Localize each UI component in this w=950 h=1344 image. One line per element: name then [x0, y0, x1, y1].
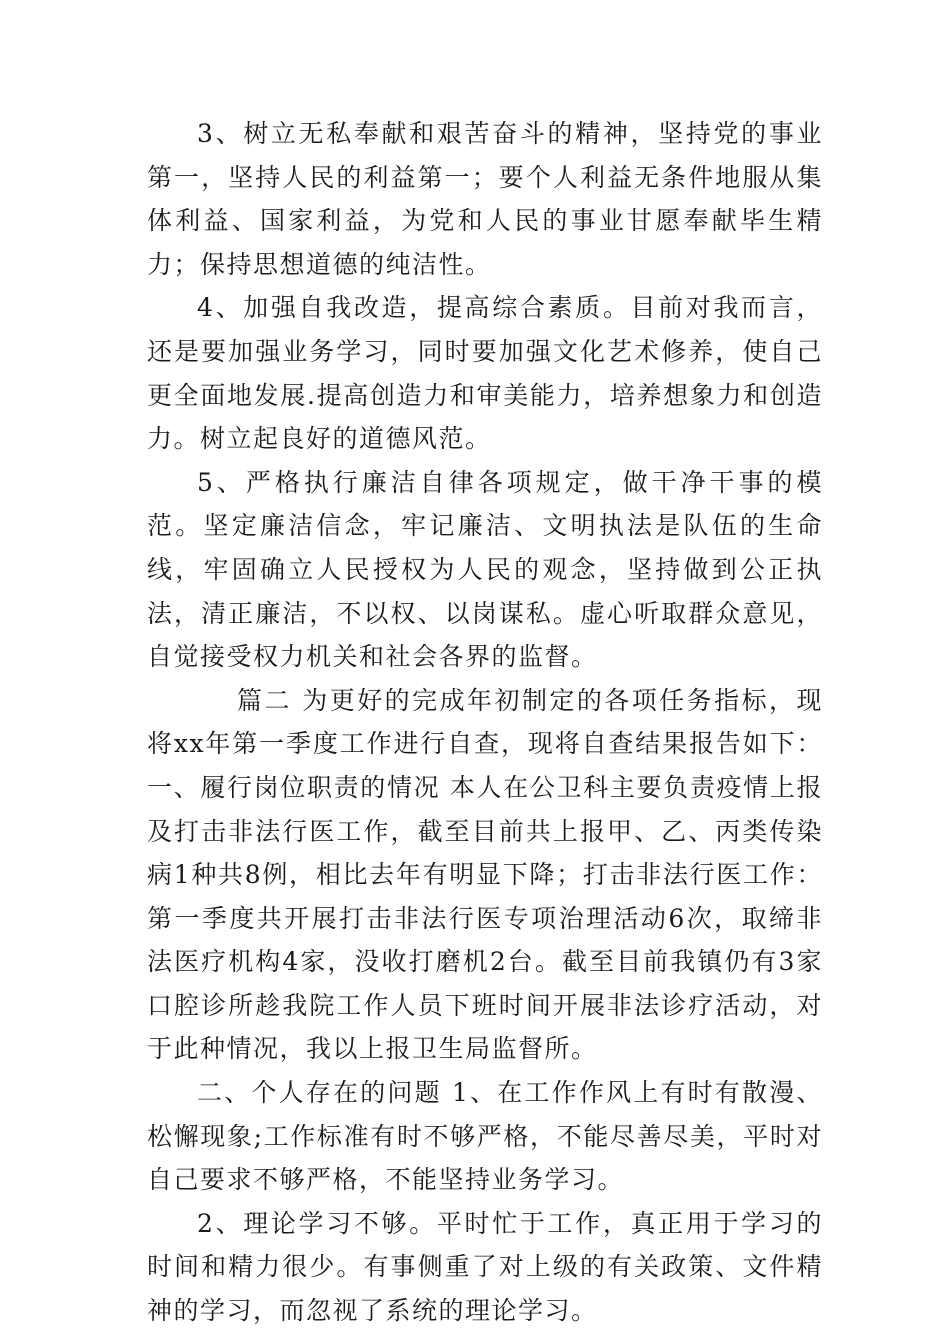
paragraph-3: 5、严格执行廉洁自律各项规定，做干净干事的模范。坚定廉洁信念，牢记廉洁、文明执法是队伍的生命线，牢固确立人民授权为人民的观念，坚持做到公正执法，清正廉洁，不以权、以岗谋私。虚心听取群众意见，自觉接受权力机关和社会各界的监督。: [147, 467, 823, 672]
document-body: [147, 112, 823, 1333]
paragraph-6: 2、理论学习不够。平时忙于工作，真正用于学习的时间和精力很少。有事侧重了对上级的有关政策、文件精神的学习，而忽视了系统的理论学习。: [147, 1208, 823, 1326]
paragraph-1: 3、树立无私奉献和艰苦奋斗的精神，坚持党的事业第一，坚持人民的利益第一；要个人利益无条件地服从集体利益、国家利益，为党和人民的事业甘愿奉献毕生精力；保持思想道德的纯洁性。: [147, 119, 823, 279]
paragraph-5: 二、个人存在的问题 1、在工作作风上有时有散漫、松懈现象;工作标准有时不够严格，不能尽善尽美，平时对自己要求不够严格，不能坚持业务学习。: [147, 1078, 823, 1195]
paragraph-2: 4、加强自我改造，提高综合素质。目前对我而言，还是要加强业务学习，同时要加强文化艺术修养，使自己更全面地发展.提高创造力和审美能力，培养想象力和创造力。树立起良好的道德风范。: [147, 293, 823, 454]
paragraph-4: 篇二 为更好的完成年初制定的各项任务指标，现将xx年第一季度工作进行自查，现将自查结果报告如下：一、履行岗位职责的情况 本人在公卫科主要负责疫情上报及打击非法行医工作，截至目前共上报甲、乙、丙类传染病1种共8例，相比去年有明显下降；打击非法行医工作：第一季度共开展打击非法行医专项治理活动6次，取缔非法医疗机构4家，没收打磨机2台。截至目前我镇仍有3家口腔诊所趁我院工作人员下班时间开展非法诊疗活动，对于此种情况，我以上报卫生局监督所。: [147, 685, 823, 1064]
